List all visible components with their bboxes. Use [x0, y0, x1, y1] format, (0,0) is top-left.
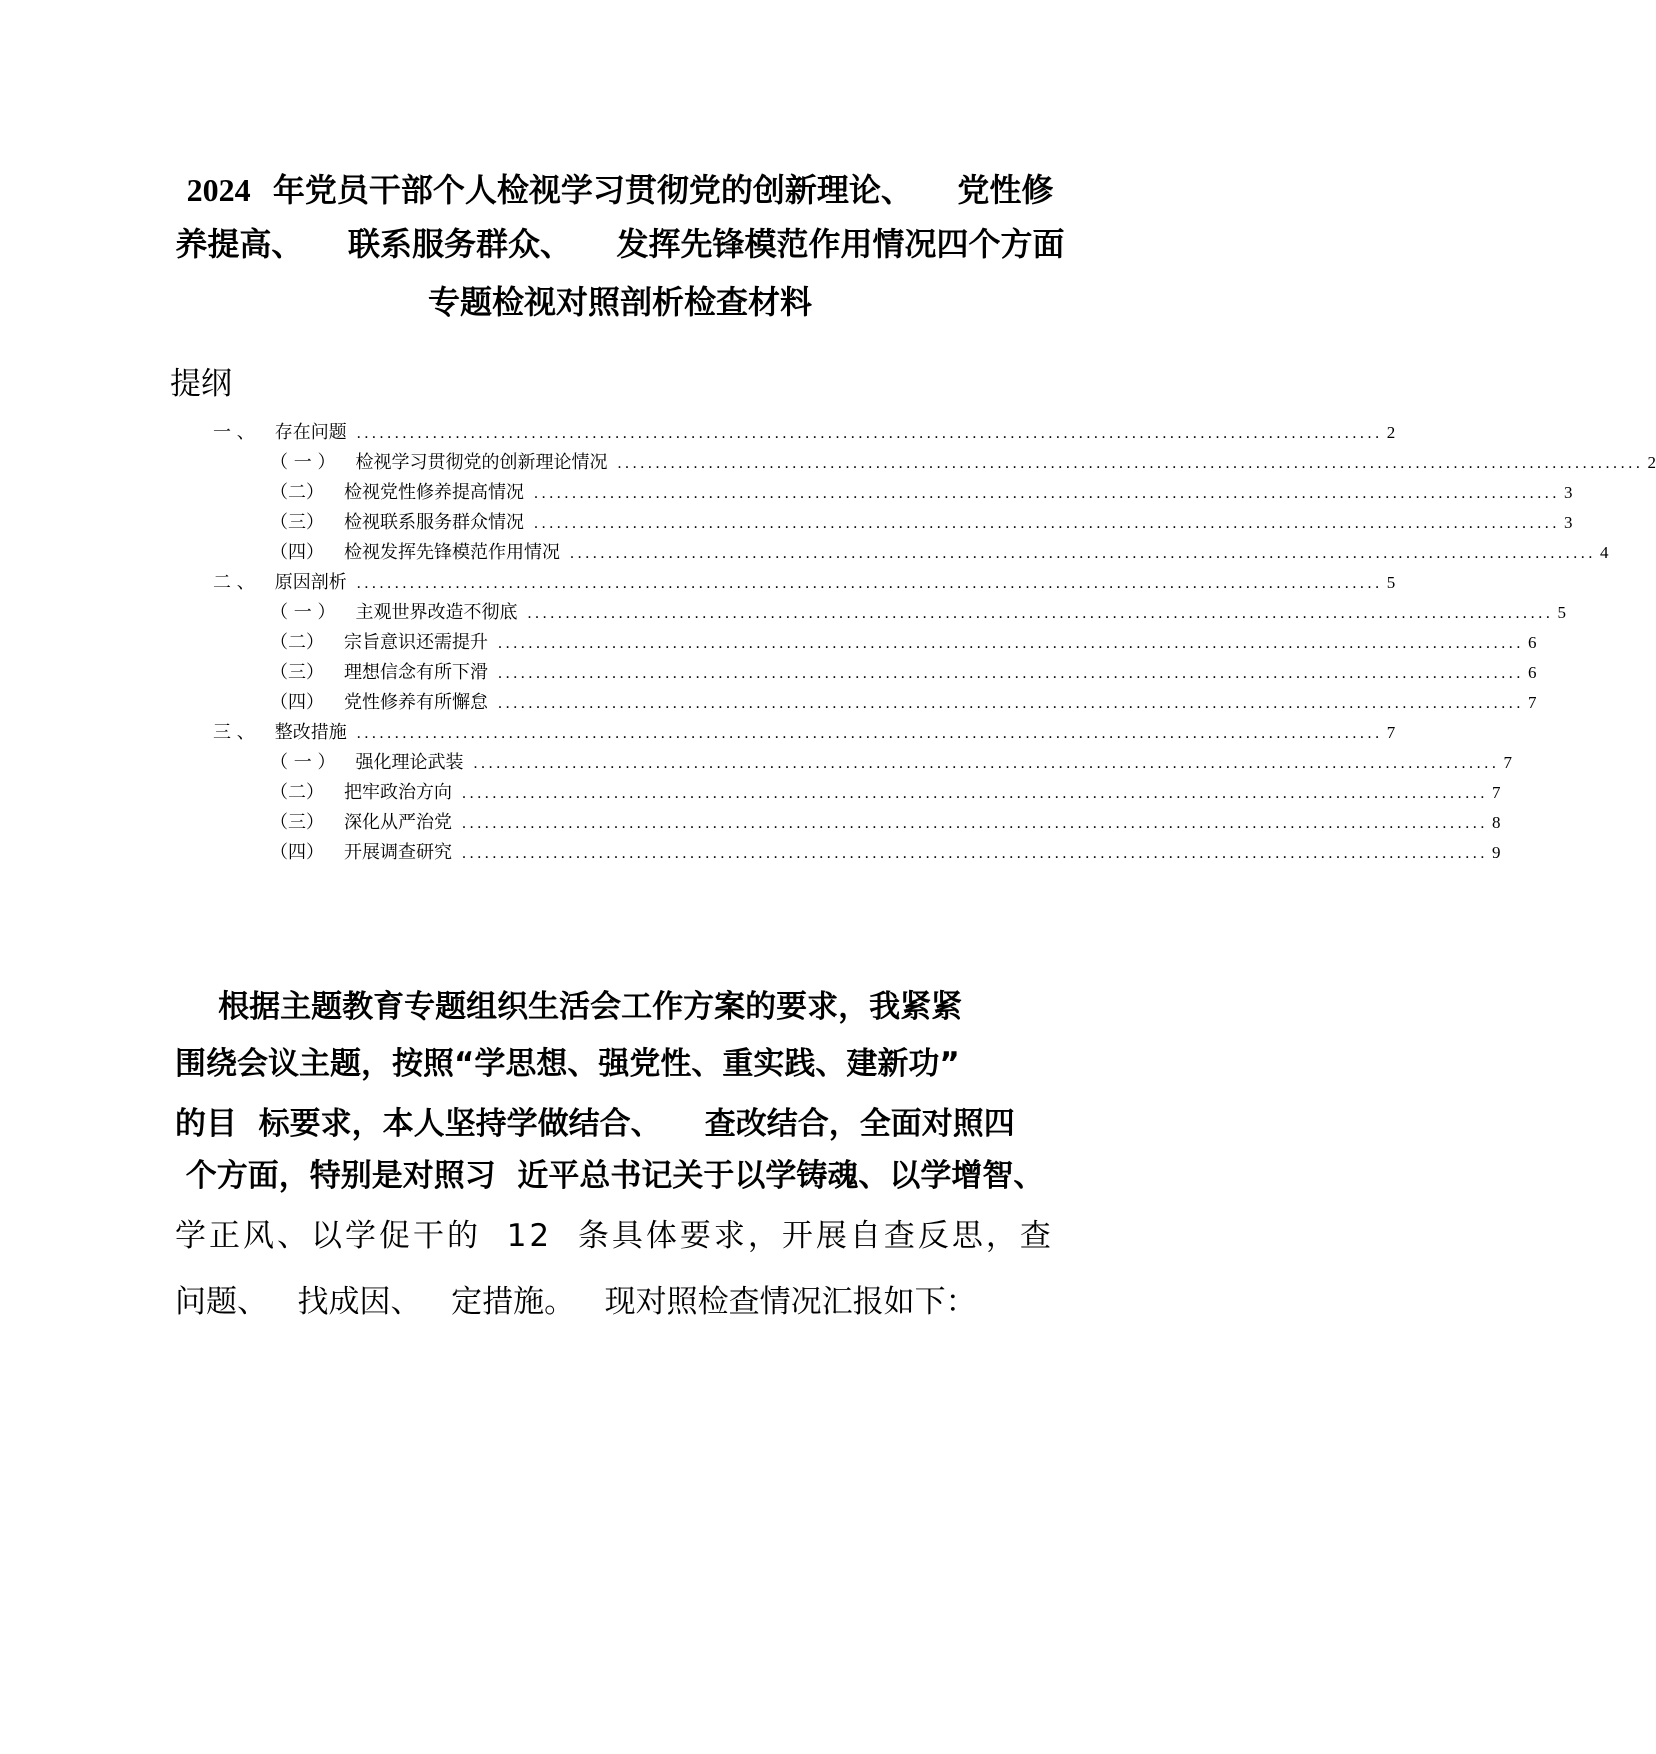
toc-number: 二 、 [213, 572, 255, 593]
toc-entry[interactable] [270, 630, 1537, 656]
paragraph-line: 学正风、以学促干的 12 条具体要求，开展自查反思，查 [175, 1218, 1054, 1254]
toc-number: （三） [270, 512, 324, 533]
toc-dot-leader: ....................................................................................................................................... [498, 635, 1524, 652]
paragraph-line: 围绕会议主题，按照“学思想、强党性、重实践、建新功” [175, 1046, 960, 1082]
toc-dot-leader: ....................................................................................................................................... [462, 845, 1488, 862]
title-text: 养提高、 联系服务群众、 发挥先锋模范作用情况四个方面 [175, 225, 1065, 263]
toc-label: 检视发挥先锋模范作用情况 [344, 542, 560, 563]
title-text: 专题检视对照剖析检查材料 [427, 283, 812, 321]
toc-label: 原因剖析 [274, 572, 347, 593]
toc-page-number: 5 [1557, 603, 1566, 622]
toc-dot-leader: ....................................................................................................................................... [617, 455, 1644, 472]
toc-number: （四） [270, 542, 324, 563]
toc-page-number: 3 [1564, 513, 1573, 532]
toc-dot-leader: ....................................................................................................................................... [527, 605, 1554, 622]
toc-entry[interactable] [270, 750, 1512, 776]
toc-number: （ 一 ） [270, 752, 336, 773]
toc-label: 检视联系服务群众情况 [344, 512, 524, 533]
toc-entry[interactable] [270, 540, 1609, 566]
toc-page-number: 4 [1600, 543, 1609, 562]
toc-page-number: 3 [1564, 483, 1573, 502]
toc-entry[interactable] [213, 420, 1396, 446]
paragraph-line: 的目 标要求，本人坚持学做结合、 查改结合，全面对照四 [175, 1106, 1015, 1142]
toc-entry[interactable] [270, 480, 1573, 506]
document-title-line-1 [160, 170, 1080, 210]
toc-page-number: 7 [1528, 693, 1537, 712]
toc-entry[interactable] [213, 570, 1396, 596]
toc-page-number: 7 [1386, 723, 1396, 742]
toc-entry[interactable] [270, 690, 1537, 716]
toc-entry[interactable] [270, 450, 1656, 476]
toc-entry[interactable] [270, 660, 1537, 686]
toc-dot-leader: ....................................................................................................................................... [356, 575, 1383, 592]
document-title-line-2 [160, 224, 1080, 264]
paragraph-line: 根据主题教育专题组织生活会工作方案的要求，我紧紧 [175, 989, 963, 1025]
toc-page-number: 2 [1386, 423, 1396, 442]
toc-page-number: 7 [1492, 783, 1501, 802]
toc-entry[interactable] [270, 840, 1501, 866]
toc-number: （ 一 ） [270, 452, 336, 473]
toc-dot-leader: ....................................................................................................................................... [534, 485, 1560, 502]
toc-dot-leader: ....................................................................................................................................... [462, 785, 1488, 802]
toc-label: 强化理论武装 [355, 752, 464, 773]
toc-number: （ 一 ） [270, 602, 336, 623]
toc-entry[interactable] [213, 720, 1396, 746]
toc-label: 把牢政治方向 [344, 782, 452, 803]
toc-page-number: 6 [1528, 663, 1537, 682]
toc-entry[interactable] [270, 780, 1501, 806]
toc-label: 理想信念有所下滑 [344, 662, 488, 683]
toc-label: 存在问题 [274, 422, 347, 443]
toc-dot-leader: ....................................................................................................................................... [473, 755, 1500, 772]
toc-page-number: 8 [1492, 813, 1501, 832]
toc-dot-leader: ....................................................................................................................................... [462, 815, 1488, 832]
paragraph-line: 问题、 找成因、 定措施。 现对照检查情况汇报如下： [175, 1284, 977, 1320]
toc-number: （四） [270, 842, 324, 863]
toc-page-number: 2 [1647, 453, 1656, 472]
toc-dot-leader: ....................................................................................................................................... [498, 665, 1524, 682]
toc-number: （二） [270, 632, 324, 653]
toc-page-number: 9 [1492, 843, 1501, 862]
toc-page-number: 7 [1503, 753, 1512, 772]
toc-label: 检视党性修养提高情况 [344, 482, 524, 503]
title-text: 年党员干部个人检视学习贯彻党的创新理论、 党性修 [250, 171, 1054, 209]
toc-label: 深化从严治党 [344, 812, 452, 833]
toc-page-number: 5 [1386, 573, 1396, 592]
toc-label: 检视学习贯彻党的创新理论情况 [355, 452, 608, 473]
toc-number: （三） [270, 812, 324, 833]
toc-entry[interactable] [270, 810, 1501, 836]
title-year: 2024 [186, 172, 251, 208]
document-title-line-3 [160, 282, 1080, 322]
toc-dot-leader: ....................................................................................................................................... [356, 725, 1383, 742]
toc-number: 一 、 [213, 422, 255, 443]
toc-number: （三） [270, 662, 324, 683]
toc-dot-leader: ....................................................................................................................................... [570, 545, 1596, 562]
toc-label: 党性修养有所懈怠 [344, 692, 488, 713]
toc-dot-leader: ....................................................................................................................................... [356, 425, 1383, 442]
toc-page-number: 6 [1528, 633, 1537, 652]
paragraph-line: 个方面，特别是对照习 近平总书记关于以学铸魂、以学增智、 [175, 1158, 1045, 1194]
toc-label: 整改措施 [274, 722, 347, 743]
toc-entry[interactable] [270, 510, 1573, 536]
outline-heading: 提纲 [170, 366, 232, 402]
toc-label: 主观世界改造不彻底 [355, 602, 518, 623]
toc-number: （二） [270, 482, 324, 503]
toc-number: 三 、 [213, 722, 255, 743]
toc-dot-leader: ....................................................................................................................................... [498, 695, 1524, 712]
toc-label: 开展调查研究 [344, 842, 452, 863]
toc-number: （四） [270, 692, 324, 713]
toc-dot-leader: ....................................................................................................................................... [534, 515, 1560, 532]
toc-label: 宗旨意识还需提升 [344, 632, 488, 653]
toc-entry[interactable] [270, 600, 1566, 626]
toc-number: （二） [270, 782, 324, 803]
